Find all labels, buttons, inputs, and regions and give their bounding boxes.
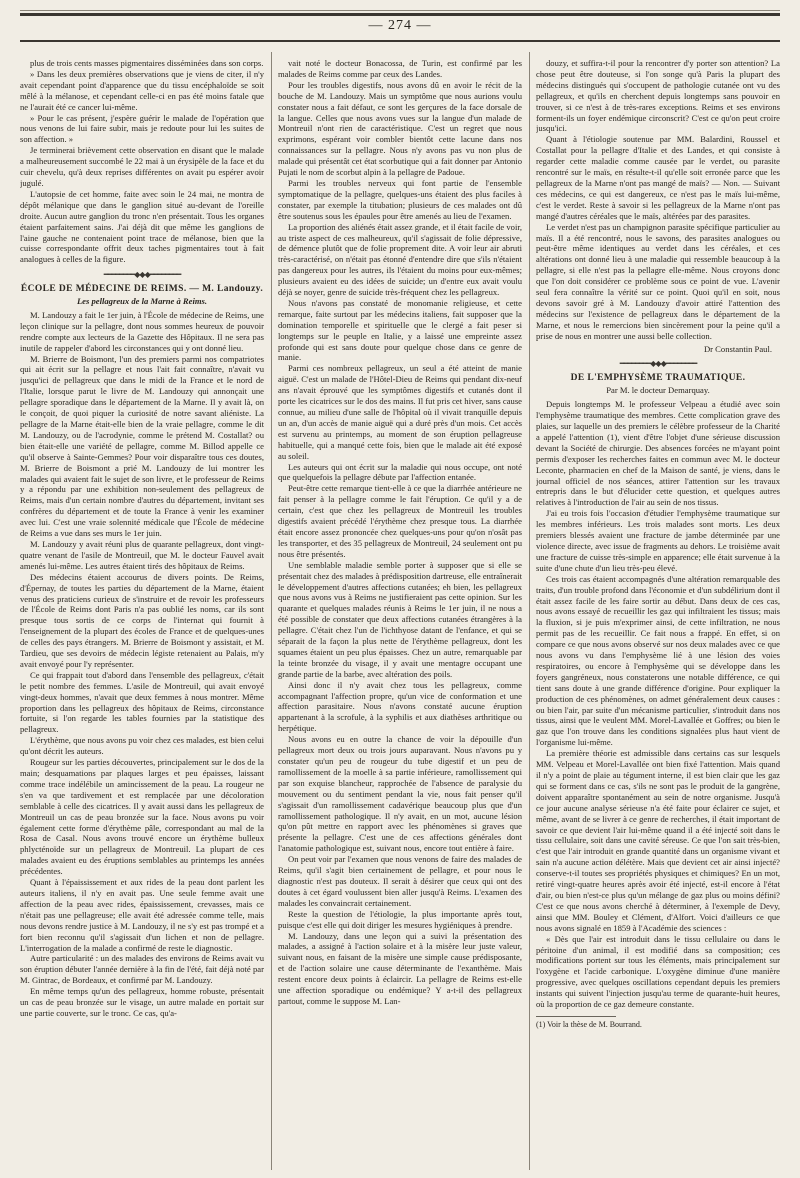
paragraph: Parmi ces nombreux pellagreux, un seul a été atteint de manie aiguë. C'est un malade de l'Hôtel-Dieu de Reims qui pendant dix-neuf ans n'avait éprouvé que les symptômes digestifs et cutanés dont il porte les cicatrices sur le dos des mains. Il fut pris cet hiver, sans cause connue, au milieu d'une salle de l'hôpital où il vivait tranquille depuis un an, d'un accès de manie aiguë qui a duré près d'un mois. Cet accès est survenu au printemps, au moment de son éruption pellagreuse habituelle, qui a manqué cette fois, bien que le malade ait été exposé au soleil.: [278, 363, 522, 461]
paragraph: douzy, et suffira-t-il pour la rencontrer d'y porter son attention? La chose peut être douteuse, si l'on songe qu'à Paris la plupart des médecins distingués qui s'occupent de pathologie cutanée ont vu des pellagreux, et qu'ils en cherchent depuis longtemps sans pouvoir en trouver, si ce n'est à de très-rares exceptions. Reims et ses environs forment-ils un foyer endémique circonscrit? C'est ce qu'on peut croire jusqu'ici.: [536, 58, 780, 134]
section-ornament: ━━━━━━━━◆◆◆━━━━━━━━: [103, 270, 181, 280]
paragraph: Nous n'avons pas constaté de monomanie religieuse, et cette remarque, faite surtout par les médecins italiens, fait supposer que la domination temporelle et spirituelle que le clergé a fait peser si longtemps sur le peuple en Italie, y a laissé une empreinte assez profonde qui est sans doute pour quelque chose dans ce genre de manie.: [278, 297, 522, 363]
paragraph: Je terminerai brièvement cette observation en disant que le malade a malheureusement succombé le 22 mai à un érysipèle de la face et du cuir chevelu, qu'à deux reprises différentes on avait pu espérer avoir jugulé.: [20, 145, 264, 188]
paragraph: La première théorie est admissible dans certains cas sur lesquels MM. Velpeau et Morel-Lavallée ont bien fixé l'attention. Mais quand il n'y a point de plaie au tégument interne, il est bien clair que les gaz qui se forment dans ce cas, s'ils ne sont pas le produit de la gangrène, doivent apparaître spontanément au sein de notre organisme. Jusqu'à ce jour aucune analyse sérieuse n'a été faite pour éclairer ce sujet, et même, avant de se livrer à ce genre de recherches, il était important de savoir ce que devient l'air lui-même quand il a été injecté soit dans le tissu cellulaire, soit dans une cavité séreuse. Ce que l'on sait très-bien, c'est que l'air introduit en grande quantité dans un organisme vivant et sain n'a aucune action délétère. Mais que devient cet air ainsi injecté? conserve-t-il toutes ses propriétés physiques et chimiques? En un mot, retiré vingt-quatre heures après avoir été injecté, est-il encore à l'état d'air, ou bien n'est-ce plus qu'un mélange de gaz plus ou moins défini? C'est ce que nous avons cherché à déterminer, à l'exemple de Devy, ainsi que MM. Bouley et Clément, d'Alfort. Voici d'ailleurs ce que nous avons signalé en 1859 à l'Académie des sciences :: [536, 748, 780, 933]
top-rule: [20, 10, 780, 11]
paragraph: Rougeur sur les parties découvertes, principalement sur le dos de la main; desquamations par plaques larges et peu épaisses, laissant comme trace indélébile un amincissement de la peau. La rougeur ne s'en va que tardivement et est remplacée par une décoloration semblable à celle des cicatrices. Il y avait aussi dans les pellagreux de Montreuil un cas de peau bronzée sur la face. Nous avons pu voir également cette forme d'érythème pâle, correspondant au mal de la Rosa de Casal. Nous avons trouvé encore un érythème bulleux phlycténoïde sur un pellagreux de Montreuil. La plupart de ces malades avaient eu des éruptions semblables au printemps les années précédentes.: [20, 757, 264, 877]
paragraph: Le verdet n'est pas un champignon parasite spécifique particulier au maïs. Il a été rencontré, nous le savons, des parasites analogues ou peut-être même identiques au verdet dans les céréales, et ces altérations ont donné lieu à une maladie qui ressemble beaucoup à la pellagre, si elle n'est pas la pellagre elle-même. Nous croyons donc que l'on doit considérer ce problème sous ce point de vue. L'avenir seul fera connaître la vérité sur ce point. Quoi qu'il en soit, nous devons savoir gré à M. Landouzy d'avoir attiré l'attention des médecins sur l'existence de pellagreux dans le département de la Marne, et nous le remercions bien sincèrement pour la peine qu'il a prise de nous en montrer une aussi belle collection.: [536, 221, 780, 341]
column-divider: [529, 52, 530, 1170]
paragraph: Pour les troubles digestifs, nous avons dû en avoir le récit de la bouche de M. Landouzy. Mais un symptôme que nous aurions voulu constater nous a fait défaut, ce sont les gerçures de la face dorsale de la langue. Celles que nous avons vues sur la langue d'un malade de Montreuil n'ont rien de caractéristique. C'est un regret que nous exprimons, espérant voir combler bientôt cette lacune dans nos connaissances sur la pellagre. Nous n'y avons pas vu non plus de malade qui présentât cet état scorbutique qui a fait donner par Antonio Pujati le nom de scorbut alpin à la pellagre de Padoue.: [278, 79, 522, 178]
paragraph: Les auteurs qui ont écrit sur la maladie qui nous occupe, ont noté que quelquefois la pellagre débute par l'affection entanée.: [278, 461, 522, 483]
paragraph: L'autopsie de cet homme, faite avec soin le 24 mai, ne montra de dépôt mélanique que dans le ganglion situé au-devant de l'oreille droite. Aucun autre ganglion du tronc n'en présentait. Tous les organes étaient parfaitement sains. J'ai déjà dit que même les ganglions de l'aine gauche ne contenaient point trace de mélanose, bien que la cuisse correspondante offrit deux taches pigmentaires tout à fait analogues à celles de la figure.: [20, 188, 264, 265]
paragraph: Reste la question de l'étiologie, la plus importante après tout, puisque c'est elle qui doit diriger les mesures hygiéniques à prendre.: [278, 908, 522, 930]
paragraph: Une semblable maladie semble porter à supposer que si elle se présentait chez des malades à prédisposition dartreuse, elle entraînerait le développement d'autres affections cutanées; eh bien, les pellagreux que nous avons vus à Reims ne justifieraient pas cette opinion. Sur les quarante et quelques malades réunis à Reims le 1er juin, il ne nous a été possible de constater que deux affections cutanées étrangères à la pellagre. C'était chez l'un de l'ichthyose datant de l'enfance, et qui se séparait de la façon la plus nette de l'érythème pellagreux, dont les squames étaient un peu plus épaisses. Chez un autre, remarquable par la teinte bronzée du visage, il y avait une mentagre occupant une grande partie de la barbe, avec altération des poils.: [278, 559, 522, 679]
paragraph: plus de trois cents masses pigmentaires disséminées dans son corps.: [30, 58, 264, 68]
paragraph: Autre particularité : un des malades des environs de Reims avait vu son éruption débuter l'année dernière à la fin de l'été, fait déjà noté par M. Gintrac, de Bordeaux, et confirmé par M. Landouzy.: [20, 953, 264, 986]
paragraph: Peut-être cette remarque tient-elle à ce que la diarrhée antérieure ne fait penser à la pellagre comme le fait l'éruption. Ce qu'il y a de certain, c'est que chez les pellagreux de Montreuil les troubles digestifs avaient précédé l'érythème chez presque tous. La diarrhée était encore assez prononcée chez quelques-uns pour qu'on n'osât pas les transporter, et des 35 pellagreux de Montreuil, 24 seulement ont pu nous être présentés.: [278, 483, 522, 559]
section-title-emphyseme: DE L'EMPHYSÈME TRAUMATIQUE.: [570, 373, 746, 384]
section-ornament: ━━━━━━━━◆◆◆━━━━━━━━: [619, 359, 697, 369]
page-number: — 274 —: [368, 18, 432, 33]
paragraph: Ces trois cas étaient accompagnés d'une altération remarquable des traits, d'un trouble profond dans l'économie et d'un subdélirium dont il était assez facile de les faire sortir au début. Dans deux de ces cas, nous avons essayé de recueillir les gaz qui infiltraient les tissus; mais la fluxion, si je puis m'exprimer ainsi, de cette infiltration, ne nous permit pas de les recueillir. Ce fait nous a frappé. En effet, si on compare ce que nous avons observé sur nos deux malades avec ce que nous avons vu dans l'emphysème lié à une lésion des voies respiratoires, ou encore à l'emphysème qui se développe dans les foyers gangréneux, nous constaterons une notable différence, ce qui tient sans doute à une grande différence d'origine. Pour expliquer la production de ces phénomènes, on admet généralement deux causes : ou bien l'air, par suite d'un mécanisme particulier, s'introduit dans nos tissus, ainsi que le veulent MM. Morel-Lavallée et Goffres; ou bien le gaz que l'on trouve dans les conditions signalées plus haut vient de l'organisme lui-même.: [536, 573, 780, 748]
paragraph: M. Landouzy, dans une leçon qui a suivi la présentation des malades, a assigné à l'action solaire et à la misère leur juste valeur, suivant nous, en faisant de la misère une simple cause prédisposante, et de l'action solaire une cause déterminante de l'exanthème. Mais restent encore deux points à éclaircir. La pellagre de Reims est-elle une affection sporadique ou endémique? Y a-t-il des pellagreux partout, comme le suppose M. Lan-: [278, 930, 522, 1006]
section-subtitle-pellagreux: Les pellagreux de la Marne à Reims.: [76, 296, 208, 307]
section-title-ecole-reims: ÉCOLE DE MÉDECINE DE REIMS. — M. Landouzy.: [20, 284, 264, 295]
footnote: (1) Voir la thèse de M. Bourrand.: [536, 1019, 642, 1029]
paragraph: vait noté le docteur Bonacossa, de Turin, est confirmé par les malades de Reims comme par ceux des Landes.: [278, 58, 522, 79]
column-2: [278, 58, 522, 1170]
paragraph: Nous avons eu en outre la chance de voir la dépouille d'un pellagreux mort deux ou trois jours auparavant. Nous n'avons pu y constater qu'un peu de rougeur du tube digestif et un peu de ramollissement de la moelle à sa partie inférieure, ramollissement qui par son exquise blancheur, rapprochée de l'absence de paralysie du mouvement ou du sentiment pendant la vie, nous fait penser qu'il s'agissait d'un ramollissement cadavérique beaucoup plus que d'un ramollissement pathologique. Il n'y avait, en un mot, aucune lésion qu'on pût mettre en rapport avec les phénomènes si graves que présente la pellagre. C'est une de ces affections générales dont l'anatomie pathologique est, suivant nous, encore tout entière à faire.: [278, 734, 522, 854]
paragraph: Parmi les troubles nerveux qui font partie de l'ensemble symptomatique de la pellagre, quelques-uns étaient des plus faciles à constater, par exemple la titubation; plusieurs de ces malades ont dû être soutenus sous les épaules pour être amenés au lieu de l'examen.: [278, 177, 522, 221]
paragraph: L'érythème, que nous avons pu voir chez ces malades, est bien celui qu'ont décrit les auteurs.: [20, 735, 264, 757]
paragraph: La proportion des aliénés était assez grande, et il était facile de voir, au triste aspect de ces malheureux, qu'il s'agissait de folie dépressive, de démence plutôt que de folie proprement dite. A voir leur air abruti très-caractérisé, on n'était pas étonné d'entendre dire que s'ils n'étaient pas dangereux pour les autres, ils l'étaient du moins pour eux-mêmes; plusieurs avaient eu des idées de suicide; un d'entre eux avait voulu déjà se noyer, genre de suicide très-fréquent chez les pellagreux.: [278, 221, 522, 298]
top-rule-thick: [20, 13, 780, 16]
paragraph: On peut voir par l'examen que nous venons de faire des malades de Reims, qu'il s'agit bien certainement de pellagre, et pour nous le diagnostic n'est pas douteux. Il serait à désirer que ceux qui ont des doutes à cet égard voulussent bien aller jusqu'à Reims. L'examen des malades les convaincrait certainement.: [278, 854, 522, 908]
column-3: [536, 58, 780, 1170]
paragraph: Ce qui frappait tout d'abord dans l'ensemble des pellagreux, c'était le petit nombre des femmes. L'asile de Montreuil, qui avait envoyé vingt-deux hommes, n'avait que deux femmes à nous montrer. Même proportion dans les pellagreux des hôpitaux de Reims, circonstance fortuite, si l'on regarde les tables fournies par la statistique des pellagreux.: [20, 669, 264, 735]
paragraph: » Pour le cas présent, j'espère guérir le malade de l'opération que nous venons de lui faire subir, mais je redoute pour lui les suites de son affection. »: [20, 112, 264, 145]
author-signature: Dr Constantin Paul.: [703, 343, 772, 354]
paragraph: Quant à l'étiologie soutenue par MM. Balardini, Roussel et Costallat pour la pellagre d'Italie et des Landes, et qui consiste à regarder cette maladie comme causée par le verdet, ou parasite rencontré sur le maïs, en résulte-t-il qu'elle soit erronée parce que les pellagreux de la Marne n'ont pas mangé de maïs? — Non. — Suivant ces médecins, ce qui est dangereux, ce n'est pas le maïs lui-même, c'est le verdet. Reste à savoir si les pellagreux de la Marne n'ont pas mangé d'autres céréales que le maïs, altérées par des parasites.: [536, 134, 780, 221]
column-1: [20, 58, 264, 1170]
article-byline: Par M. le docteur Demarquay.: [606, 385, 710, 396]
paragraph: Quant à l'épaississement et aux rides de la peau dont parlent les auteurs italiens, il n'y en avait pas. Une seule femme avait une affection de la peau avec rides, épaississement, crevasses, mais ce n'était pas une pellagreuse; elle avait été adressée comme telle, mais nous devons rendre justice à M. Landouzy, il ne s'y est pas trompé et a fort bien reconnu qu'il s'agissait d'un lichen et non de pellagre. L'interrogation de la malade a confirmé de reste le diagnostic.: [20, 877, 264, 953]
footnote-rule: [536, 1016, 616, 1017]
header-rule: [20, 40, 780, 42]
paragraph: Ainsi donc il n'y avait chez tous les pellagreux, comme accompagnant l'affection propre, qu'un vice de conformation et une affection parasitaire. Nous n'avons constaté aucune éruption appartenant à la scrofule, à la syphilis et aux diathèses arthritique ou herpétique.: [278, 679, 522, 734]
column-divider: [271, 52, 272, 1170]
column-1-article: [20, 310, 264, 1019]
column-1-intro: [20, 58, 264, 265]
paragraph: M. Landouzy a fait le 1er juin, à l'École de médecine de Reims, une leçon clinique sur la pellagre, dont nous sommes heureux de pouvoir rendre compte aux lecteurs de la Gazette des Hôpitaux. Il ne sera pas inutile de rappeler d'abord les circonstances qui y ont donné lieu.: [20, 309, 264, 353]
paragraph: « Dès que l'air est introduit dans le tissu cellulaire ou dans le péritoine d'un animal, il est modifié dans sa composition; ces modifications portent sur tous les éléments, mais principalement sur l'oxygène et l'acide carbonique. L'oxygène diminue d'une manière progressive, avec quelques oscillations cependant depuis les premiers instants qui suivent l'injection jusqu'au terme de quarante-huit heures, où la proportion de ce gaz demeure constante.: [536, 933, 780, 1010]
paragraph: En même temps qu'un des pellagreux, homme robuste, présentait un cas de peau bronzée sur le visage, un autre malade en portait sur une partie couverte, sur le tronc. Ce cas, qu'a-: [20, 986, 264, 1018]
paragraph: Depuis longtemps M. le professeur Velpeau a étudié avec soin l'emphysème traumatique des membres. Cette complication grave des plaies, sur laquelle un des premiers le célèbre professeur de la Charité a appelé l'attention (1), vient d'être l'objet d'une sérieuse discussion devant la Société de chirurgie. Des absences forcées ne m'ayant point permis d'exposer les recherches faites en commun avec M. le docteur Leconte, pharmacien en chef de la Maison de santé, je viens, dans le journal officiel de nos séances, attirer l'attention sur les travaux entrepris dans le but d'élucider cette question, et quelques autres relatives à l'introduction de l'air au sein de nos tissus.: [536, 399, 780, 508]
paragraph: Des médecins étaient accourus de divers points. De Reims, d'Épernay, de toutes les parties du département de la Marne, étaient venus des praticiens curieux de s'instruire et de revoir les professeurs de l'École de Reims dont Paris n'a pas oublié les noms, car ils sont presque tous sortis de ce corps de l'internat qui fournit à l'enseignement de la plupart des écoles de France et de quelques-unes de celles des pays étrangers. M. Brierre de Boismont y assistait, et M. Tardieu, que ses devoirs de médecin légiste retenaient au Palais, m'y avait envoyé pour l'y représenter.: [20, 571, 264, 669]
paragraph: » Dans les deux premières observations que je viens de citer, il n'y avait cependant point d'apparence que du tissu encéphaloïde se soit mêlé à la mélanose, et cependant celle-ci en pas été moins fatale que ne l'aurait été ce cancer lui-même.: [20, 68, 264, 112]
paragraph: M. Brierre de Boismont, l'un des premiers parmi nos compatriotes qui ait écrit sur la pellagre et nous l'ait fait connaître, n'avait vu jusqu'ici de pellagreux que dans le midi de la France et le nord de l'Italie, lorsque parut le livre de M. Landouzy qui annonçait une pellagre sporadique dans le département de la Marne. Il y avait là, on le conçoit, de quoi piquer la curiosité de notre savant aliéniste. La pellagre de la Marne était-elle bien de la vraie pellagre, comme le dit M. Landouzy, ou de l'acrodynie, comme le prétend M. Costallat? ou bien était-elle une variété de pellagre, comme M. Billod appelle ce qu'il observe à Sainte-Gemmes? Pour voir disparaître tous ces doutes, M. Brierre de Boismont a prié M. Landouzy de lui montrer les malades qui avaient fait le sujet de son livre, et le professeur de Reims y a répondu par une exhibition non-seulement des pellagreux de Reims, mais d'un certain nombre d'autres du département, invitant ses confrères du département et de toute la France à venir les examiner avec lui. C'est une vraie solennité médicale que l'École de médecine de Reims a vue dans ses murs le 1er juin.: [20, 353, 264, 539]
paragraph: M. Landouzy y avait réuni plus de quarante pellagreux, dont vingt-quatre venant de l'asile de Montreuil, que M. le docteur Fauvel avait amenés lui-même. Les autres étaient tirés des hôpitaux de Reims.: [20, 538, 264, 571]
paragraph: J'ai eu trois fois l'occasion d'étudier l'emphysème traumatique sur les membres inférieurs. Les trois malades sont morts. Les deux premiers blessés avaient une fracture de jambe déterminée par une violence directe, avec issue de fragments au dehors. Le troisième avait une fracture de cuisse très-simple en apparence; elle était survenue à la suite d'une chute d'un lieu très-peu élevé.: [536, 508, 780, 573]
